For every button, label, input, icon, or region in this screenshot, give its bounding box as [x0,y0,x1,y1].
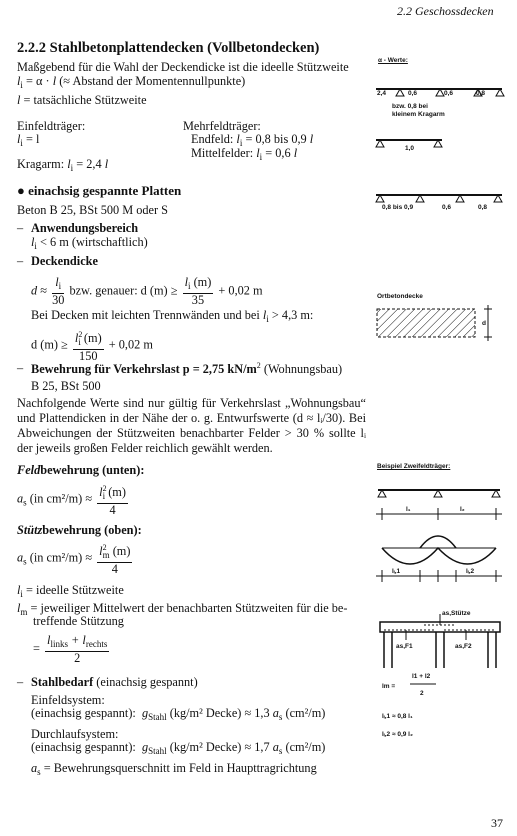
intro-line-3: l = tatsächliche Stützweite [17,93,147,107]
l1-label: l₁ [406,506,411,513]
li1-span-label: lᵢ,1 [392,568,401,575]
dash-4: – [17,675,24,689]
intro-line-1: Maßgebend für die Wahl der Deckendicke ist die ideelle Stützweite [17,60,349,74]
beispiel-title: Beispiel Zweifeldträger: [377,463,451,470]
note-paragraph: Nachfolgende Werte sind nur gültig für Verkehrslast „Wohnungsbau“ und Plattendicken in der Nähe der o. g. Entwurfswerte (d ≈ lᵢ/30). Bei Abweichungen der Stützweiten benachbarter Felder > 30 % sollte lᵢ der jeweils großen Felder reichlich gewählt werden. [17,396,366,455]
einfeld-value: $l_i = l$ [17,132,40,148]
kragarm-line: Kragarm: $l_i = 2,4$ l [17,157,109,173]
formula-feld: $a_s$ (in cm²/m) ≈ $\frac{l^2_i (m)}{4}$ [17,484,126,517]
alpha-values-title: α - Werte: [378,57,408,64]
alpha-row2-v1: 1,0 [405,145,415,152]
alpha-row1-v4: 0,8 [476,90,486,97]
zweifeld-beam [376,484,504,498]
alpha-row3-v1: 0,8 bis 0,9 [382,204,414,211]
mehrfeld-label: Mehrfeldträger: [183,119,261,133]
running-header: 2.2 Geschossdecken [397,4,494,18]
alpha-row1-note1: bzw. 0,8 bei [392,103,428,110]
lm-frac-num: l1 + l2 [412,673,431,680]
formula-stuetz: $a_s$ (in cm²/m) ≈ $\frac{l^2_m (m)}{4}$ [17,543,131,576]
as-f1-label: as,F1 [396,643,413,650]
steel-heading: Stahlbedarf (einachsig gespannt) [31,675,198,689]
li1-equation: lᵢ,1 ≈ 0,8 l₁ [382,713,413,720]
feldbewehrung-label: Feldbewehrung (unten): [17,463,145,477]
dash-1: – [17,221,24,235]
endfeld-line: Endfeld: $l_i = 0,8$ bis 0,9 l [191,132,314,148]
as-stuetze-label: as,Stütze [442,610,471,617]
section-title [17,40,319,57]
li2-span-label: lᵢ,2 [466,568,475,575]
alpha-row1-v2: 0,6 [408,90,418,97]
plates-heading: ● einachsig gespannte Platten [17,183,182,198]
anwendung-heading: Anwendungsbereich [31,221,139,235]
anwendung-value: $l_i < 6$ m (wirtschaftlich) [31,235,148,251]
bullet-icon: ● [17,183,25,198]
d-label: d [482,320,486,327]
einfeld-formula: (einachsig gespannt): $g_{Stahl}$ (kg/m² Decke) ≈ 1,3 $a_s$ (cm²/m) [31,706,326,722]
einfeld-label: Einfeldträger: [17,119,86,133]
section-title-text: Stahlbetonplattendecken (Vollbetondecken) [49,40,320,56]
einfeld-system: Einfeldsystem: [31,693,105,707]
lm-frac-bar [410,683,438,685]
alpha-beam-3 [376,189,504,203]
li-definition: $l_i$ = ideelle Stützweite [17,583,124,599]
as-f2-label: as,F2 [455,643,472,650]
as-definition: $a_s$ = Bewehrungsquerschnitt im Feld in Haupttragrichtung [31,761,317,777]
leichte-waende: Bei Decken mit leichten Trennwänden und bei $l_i > 4,3$ m: [31,308,314,324]
formula-deckendicke-2: d (m) ≥ $\frac{l^2_i (m)}{150}$ + 0,02 m [31,330,153,363]
alpha-row3-v2: 0,6 [442,204,452,211]
mittelfelder-line: Mittelfelder: $l_i = 0,6$ l [191,146,298,162]
section-number: 2.2.2 [17,40,46,56]
lm-definition-1: $l_m$ = jeweiliger Mittelwert der benachbarten Stützweiten für die be- [17,601,348,617]
durchlauf-system: Durchlaufsystem: [31,727,119,741]
reinforcement-section [376,612,504,670]
deckendicke-heading: Deckendicke [31,254,98,268]
lm-frac-den: 2 [420,690,424,697]
page-number: 37 [491,816,503,830]
alpha-row1-v3: 0,6 [444,90,454,97]
formula-deckendicke-1: d ≈ $\frac{l_i}{30}$ bzw. genauer: d (m) ≥ $\frac{l_i (m)}{35}$ + 0,02 m [31,275,263,307]
intro-line-2: $l_i = \alpha \cdot l$ (≈ Abstand der Momentennullpunkte) [17,74,246,90]
formula-lm: = $\frac{l_{links} + l_{rechts}}{2}$ [33,633,108,665]
zweifeld-span-dims [376,508,504,520]
bewehrung-material: B 25, BSt 500 [31,379,101,393]
alpha-row3-v3: 0,8 [478,204,488,211]
plates-material: Beton B 25, BSt 500 M oder S [17,203,168,217]
bewehrung-heading: Bewehrung für Verkehrslast p = 2,75 $kN/m^2$ (Wohnungsbau) [31,361,343,376]
moment-diagram [376,528,504,568]
lm-definition-2: treffende Stützung [33,614,124,628]
alpha-row1-note2: kleinem Kragarm [392,111,445,118]
dash-2: – [17,254,24,268]
durchlauf-formula: (einachsig gespannt): $g_{Stahl}$ (kg/m² Decke) ≈ 1,7 $a_s$ (cm²/m) [31,740,326,756]
dash-3: – [17,361,24,375]
stuetzbewehrung-label: Stützbewehrung (oben): [17,523,142,537]
ortbeton-label: Ortbetondecke [377,293,423,300]
l2-label: l₂ [460,506,465,513]
li2-equation: lᵢ,2 ≈ 0,9 l₂ [382,731,413,738]
lm-eq-label: lm = [382,683,396,690]
alpha-row1-v1: 2,4 [377,90,387,97]
